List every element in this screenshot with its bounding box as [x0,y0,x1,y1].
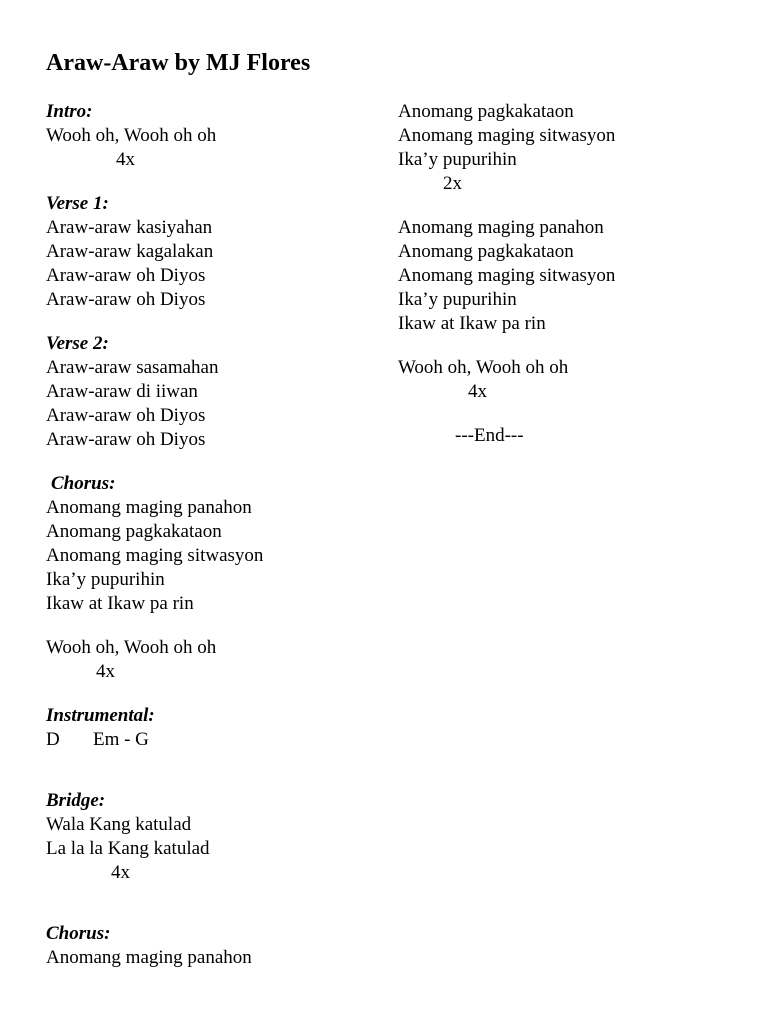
lyric-line: Anomang maging sitwasyon [46,545,264,566]
lyric-line: Anomang pagkakataon [398,101,574,122]
lyric-line: Araw-araw oh Diyos [46,265,206,286]
chorus-section [46,472,263,616]
lyric-line: Araw-araw kasiyahan [46,217,213,238]
intro-line: Wooh oh, Wooh oh oh [46,125,217,146]
lyric-line: Ika’y pupurihin [398,149,517,170]
end-marker: ---End--- [455,425,524,446]
lyric-line: Anomang pagkakataon [46,521,222,542]
instrumental-section [46,704,263,752]
final-chorus [398,216,615,336]
verse1-label: Verse 1: [46,193,109,214]
wooh-section [46,636,263,684]
lyric-line: Anomang maging panahon [46,947,252,968]
lyric-line: Anomang maging panahon [398,217,604,238]
lyric-line: Araw-araw kagalakan [46,241,214,262]
lyric-line: Araw-araw oh Diyos [46,405,206,426]
lyric-line: Anomang maging sitwasyon [398,125,616,146]
lyric-line: Anomang pagkakataon [398,241,574,262]
chorus2-label: Chorus: [46,923,111,944]
wooh-repeat: 4x [96,661,115,682]
chorus-label: Chorus: [51,473,116,494]
lyric-line: Araw-araw oh Diyos [46,289,206,310]
page-title: Araw-Araw by MJ Flores [46,50,311,76]
wooh-line: Wooh oh, Wooh oh oh [46,637,217,658]
chorus2-section [46,922,263,970]
lyric-line: Araw-araw oh Diyos [46,429,206,450]
instrumental-label: Instrumental: [46,705,155,726]
lyric-line: Anomang maging sitwasyon [398,265,616,286]
lyric-line: La la la Kang katulad [46,838,210,859]
intro-label: Intro: [46,101,93,122]
chorus2-continued [398,100,615,196]
intro-repeat: 4x [116,149,135,170]
lyric-line: Araw-araw sasamahan [46,357,219,378]
lyric-line: Araw-araw di iiwan [46,381,198,402]
outro-section [398,356,615,404]
wooh-repeat: 4x [468,381,487,402]
bridge-section [46,789,263,885]
verse2-section [46,332,263,452]
left-column [46,100,263,970]
wooh-line: Wooh oh, Wooh oh oh [398,357,569,378]
instrumental-chords: D Em - G [46,729,149,750]
lyric-line: Anomang maging panahon [46,497,252,518]
bridge-label: Bridge: [46,790,106,811]
bridge-repeat: 4x [111,862,130,883]
lyric-line: Ika’y pupurihin [398,289,517,310]
right-column [398,100,615,448]
lyric-line: Ikaw at Ikaw pa rin [46,593,194,614]
lyric-line: Ikaw at Ikaw pa rin [398,313,546,334]
intro-section [46,100,263,172]
verse1-section [46,192,263,312]
verse2-label: Verse 2: [46,333,109,354]
lyric-line: Ika’y pupurihin [46,569,165,590]
repeat-marker: 2x [443,173,462,194]
lyric-line: Wala Kang katulad [46,814,192,835]
